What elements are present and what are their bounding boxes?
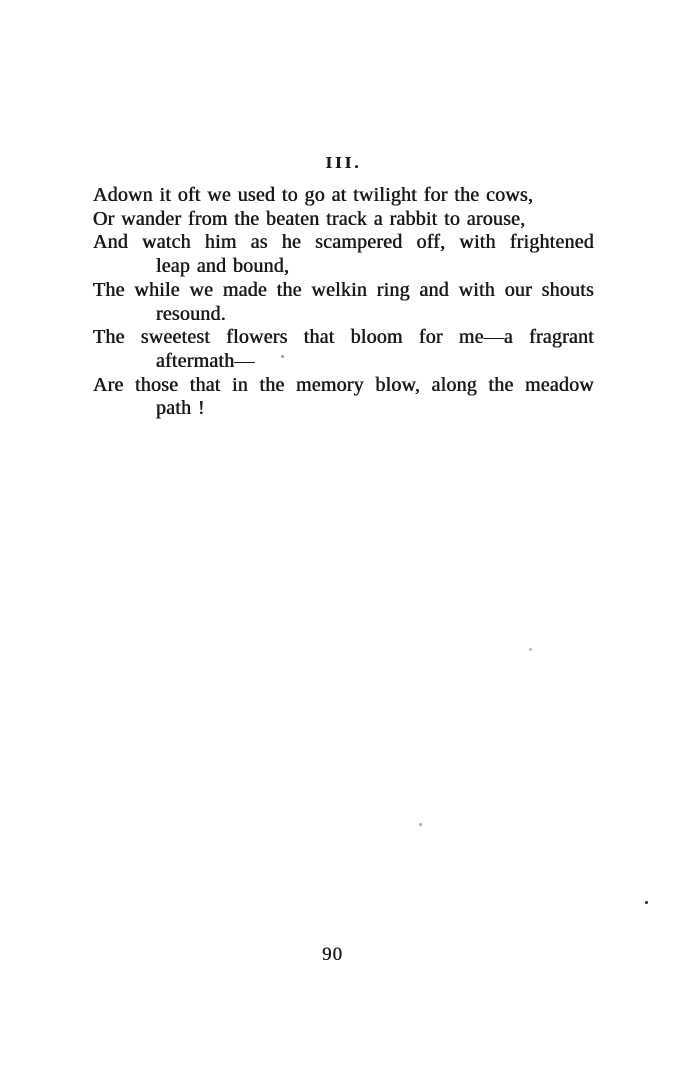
scan-speck: [645, 901, 648, 904]
poem-line-continuation: leap and bound,: [156, 255, 290, 278]
scan-speck: [529, 648, 532, 651]
scan-speck: [281, 355, 284, 358]
poem-line: Are those that in the memory blow, along the meadow: [93, 373, 594, 396]
poem-stanza: [93, 184, 594, 421]
poem-line: The sweetest flowers that bloom for me—a fragrant: [93, 326, 594, 349]
poem-line-continuation: path !: [156, 397, 205, 420]
poem-line: Adown it oft we used to go at twilight for the cows,: [93, 184, 534, 206]
section-heading: III.: [325, 153, 362, 172]
poem-line: And watch him as he scampered off, with frightened: [93, 231, 594, 254]
scan-speck: [419, 823, 422, 826]
poem-line: Or wander from the beaten track a rabbit to arouse,: [93, 207, 526, 230]
page-number: 90: [322, 944, 343, 965]
poem-line-continuation: aftermath—: [156, 349, 255, 372]
poem-line-continuation: resound.: [156, 302, 226, 325]
poem-line: The while we made the welkin ring and with our shouts: [93, 278, 594, 301]
